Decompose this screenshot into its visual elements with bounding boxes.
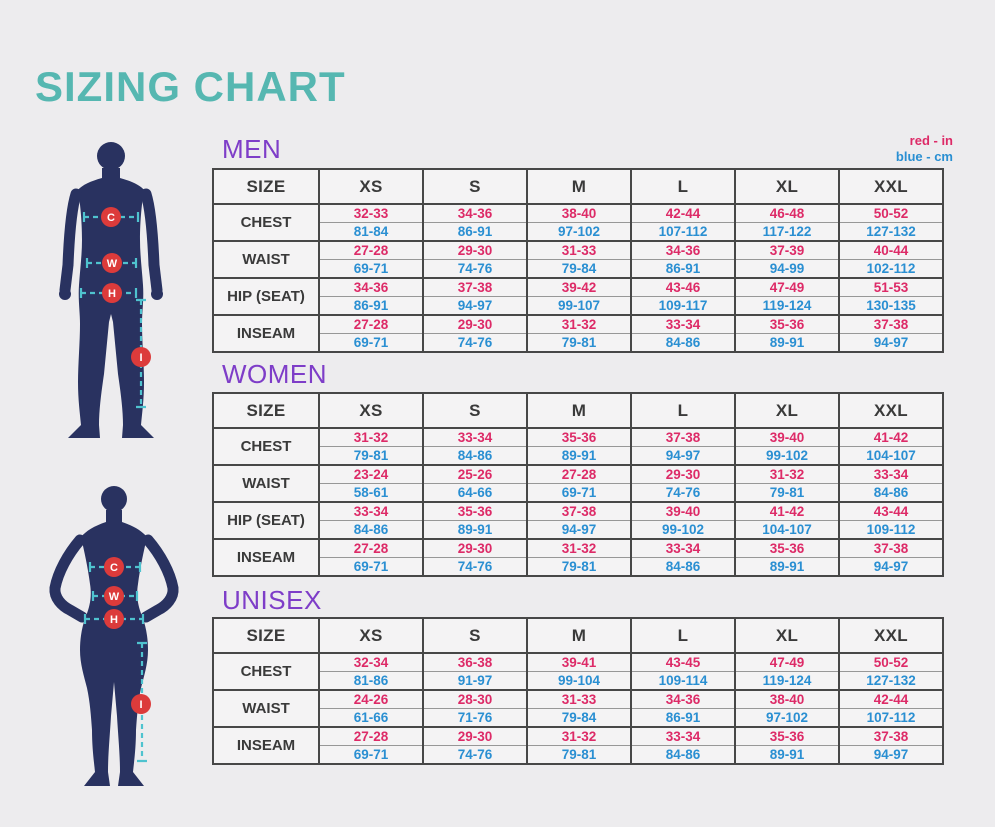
legend-cm-label: blue - cm [895, 148, 953, 164]
women-size-table [212, 392, 944, 577]
value-inches: 29-30 [423, 727, 527, 746]
female-head [101, 486, 127, 512]
size-header-xs: XS [319, 169, 423, 204]
section-label-women: WOMEN [222, 359, 328, 389]
value-inches: 47-49 [735, 278, 839, 297]
value-inches: 32-33 [319, 204, 423, 223]
value-inches: 35-36 [527, 428, 631, 447]
value-cm: 71-76 [423, 709, 527, 728]
value-inches: 39-42 [527, 278, 631, 297]
svg-text:C: C [110, 562, 118, 574]
value-cm: 79-81 [527, 558, 631, 577]
value-inches: 32-34 [319, 653, 423, 672]
value-inches: 33-34 [319, 502, 423, 521]
value-inches: 37-38 [839, 315, 943, 334]
value-inches: 37-38 [631, 428, 735, 447]
value-cm: 99-102 [631, 521, 735, 540]
value-inches: 39-40 [631, 502, 735, 521]
value-cm: 99-104 [527, 672, 631, 691]
size-table-grid [212, 617, 944, 765]
value-cm: 74-76 [423, 334, 527, 353]
size-header-xxl: XXL [839, 393, 943, 428]
value-inches: 35-36 [735, 315, 839, 334]
value-cm: 102-112 [839, 260, 943, 279]
value-inches: 33-34 [631, 315, 735, 334]
value-inches: 40-44 [839, 241, 943, 260]
value-cm: 99-102 [735, 447, 839, 466]
value-cm: 97-102 [527, 223, 631, 242]
size-header-m: M [527, 393, 631, 428]
size-header-l: L [631, 618, 735, 653]
value-cm: 79-81 [527, 334, 631, 353]
value-cm: 94-97 [839, 334, 943, 353]
value-inches: 27-28 [319, 727, 423, 746]
value-cm: 117-122 [735, 223, 839, 242]
value-inches: 37-39 [735, 241, 839, 260]
value-inches: 35-36 [735, 727, 839, 746]
size-header-xl: XL [735, 393, 839, 428]
male-right-hand [151, 288, 163, 300]
value-inches: 37-38 [527, 502, 631, 521]
value-inches: 34-36 [631, 241, 735, 260]
value-inches: 41-42 [735, 502, 839, 521]
value-cm: 94-97 [631, 447, 735, 466]
svg-text:H: H [108, 288, 116, 300]
value-inches: 27-28 [527, 465, 631, 484]
value-inches: 33-34 [839, 465, 943, 484]
female-left-arm [55, 540, 82, 617]
value-inches: 43-46 [631, 278, 735, 297]
value-cm: 69-71 [319, 558, 423, 577]
male-waist-marker [102, 253, 122, 273]
value-inches: 37-38 [839, 539, 943, 558]
female-chest-marker [104, 557, 124, 577]
value-cm: 109-112 [839, 521, 943, 540]
male-inseam-marker [131, 347, 151, 367]
value-cm: 99-107 [527, 297, 631, 316]
value-cm: 86-91 [631, 260, 735, 279]
value-cm: 84-86 [423, 447, 527, 466]
value-inches: 42-44 [839, 690, 943, 709]
value-inches: 33-34 [423, 428, 527, 447]
value-cm: 89-91 [423, 521, 527, 540]
value-cm: 69-71 [319, 746, 423, 765]
value-inches: 31-32 [527, 727, 631, 746]
value-cm: 109-117 [631, 297, 735, 316]
value-cm: 94-97 [839, 746, 943, 765]
svg-text:W: W [106, 258, 118, 270]
value-inches: 28-30 [423, 690, 527, 709]
size-header-xxl: XXL [839, 169, 943, 204]
svg-text:I: I [139, 699, 143, 711]
value-cm: 74-76 [423, 260, 527, 279]
value-cm: 74-76 [423, 558, 527, 577]
value-inches: 37-38 [423, 278, 527, 297]
measurement-row-label: WAIST [213, 241, 319, 278]
value-inches: 31-32 [527, 539, 631, 558]
value-cm: 97-102 [735, 709, 839, 728]
value-cm: 74-76 [423, 746, 527, 765]
value-inches: 43-44 [839, 502, 943, 521]
value-cm: 127-132 [839, 223, 943, 242]
value-cm: 130-135 [839, 297, 943, 316]
value-cm: 89-91 [735, 558, 839, 577]
value-inches: 31-32 [319, 428, 423, 447]
value-cm: 86-91 [423, 223, 527, 242]
size-header-xl: XL [735, 618, 839, 653]
value-inches: 33-34 [631, 539, 735, 558]
value-inches: 47-49 [735, 653, 839, 672]
value-cm: 79-84 [527, 260, 631, 279]
value-inches: 23-24 [319, 465, 423, 484]
size-header-s: S [423, 618, 527, 653]
size-header-s: S [423, 169, 527, 204]
unisex-size-table [212, 617, 944, 765]
measurement-row-label: INSEAM [213, 727, 319, 764]
value-cm: 89-91 [735, 334, 839, 353]
value-inches: 27-28 [319, 315, 423, 334]
svg-text:W: W [108, 591, 120, 603]
male-chest-marker [101, 207, 121, 227]
value-cm: 84-86 [319, 521, 423, 540]
svg-text:H: H [110, 614, 118, 626]
section-label-men: MEN [222, 134, 282, 164]
value-cm: 86-91 [631, 709, 735, 728]
size-column-header: SIZE [213, 393, 319, 428]
units-legend [896, 133, 953, 164]
size-header-xl: XL [735, 169, 839, 204]
female-hip-marker [104, 609, 124, 629]
female-inseam-marker [131, 694, 151, 714]
measurement-row-label: CHEST [213, 204, 319, 241]
value-inches: 33-34 [631, 727, 735, 746]
value-inches: 34-36 [423, 204, 527, 223]
size-table-grid [212, 392, 944, 577]
measurement-row-label: CHEST [213, 653, 319, 690]
value-cm: 79-84 [527, 709, 631, 728]
value-cm: 127-132 [839, 672, 943, 691]
measurement-row-label: INSEAM [213, 315, 319, 352]
size-column-header: SIZE [213, 169, 319, 204]
value-cm: 109-114 [631, 672, 735, 691]
value-cm: 81-84 [319, 223, 423, 242]
male-right-arm [146, 194, 157, 290]
value-cm: 61-66 [319, 709, 423, 728]
page-title: SIZING CHART [35, 63, 346, 110]
size-table-grid [212, 168, 944, 353]
size-header-xxl: XXL [839, 618, 943, 653]
female-body [80, 510, 148, 786]
value-inches: 31-33 [527, 690, 631, 709]
value-inches: 46-48 [735, 204, 839, 223]
female-silhouette-figure [40, 484, 205, 790]
value-cm: 58-61 [319, 484, 423, 503]
value-inches: 34-36 [319, 278, 423, 297]
value-inches: 29-30 [423, 539, 527, 558]
male-head [97, 142, 125, 170]
svg-text:I: I [139, 352, 143, 364]
value-inches: 35-36 [735, 539, 839, 558]
measurement-row-label: WAIST [213, 465, 319, 502]
value-inches: 29-30 [423, 241, 527, 260]
value-cm: 119-124 [735, 672, 839, 691]
value-cm: 89-91 [527, 447, 631, 466]
value-inches: 27-28 [319, 539, 423, 558]
value-cm: 84-86 [839, 484, 943, 503]
value-cm: 94-99 [735, 260, 839, 279]
value-inches: 31-32 [527, 315, 631, 334]
size-header-s: S [423, 393, 527, 428]
value-inches: 35-36 [423, 502, 527, 521]
value-inches: 39-41 [527, 653, 631, 672]
size-column-header: SIZE [213, 618, 319, 653]
value-cm: 69-71 [527, 484, 631, 503]
value-inches: 43-45 [631, 653, 735, 672]
male-silhouette-figure [58, 140, 208, 440]
value-cm: 81-86 [319, 672, 423, 691]
value-cm: 84-86 [631, 558, 735, 577]
value-cm: 79-81 [735, 484, 839, 503]
svg-text:C: C [107, 212, 115, 224]
size-header-l: L [631, 393, 735, 428]
value-cm: 104-107 [735, 521, 839, 540]
value-inches: 38-40 [735, 690, 839, 709]
size-header-xs: XS [319, 393, 423, 428]
value-inches: 31-33 [527, 241, 631, 260]
male-hip-marker [102, 283, 122, 303]
value-inches: 29-30 [423, 315, 527, 334]
value-cm: 107-112 [631, 223, 735, 242]
value-inches: 39-40 [735, 428, 839, 447]
measurement-row-label: HIP (SEAT) [213, 502, 319, 539]
value-inches: 50-52 [839, 653, 943, 672]
value-inches: 42-44 [631, 204, 735, 223]
value-cm: 79-81 [319, 447, 423, 466]
value-cm: 94-97 [839, 558, 943, 577]
section-label-unisex: UNISEX [222, 585, 322, 615]
legend-inches-label: red - in [909, 133, 953, 148]
value-inches: 25-26 [423, 465, 527, 484]
value-cm: 84-86 [631, 746, 735, 765]
value-cm: 84-86 [631, 334, 735, 353]
value-cm: 69-71 [319, 260, 423, 279]
value-inches: 37-38 [839, 727, 943, 746]
measurement-row-label: CHEST [213, 428, 319, 465]
size-header-m: M [527, 169, 631, 204]
value-inches: 51-53 [839, 278, 943, 297]
size-header-xs: XS [319, 618, 423, 653]
value-cm: 86-91 [319, 297, 423, 316]
value-cm: 79-81 [527, 746, 631, 765]
value-inches: 24-26 [319, 690, 423, 709]
value-cm: 94-97 [423, 297, 527, 316]
value-cm: 74-76 [631, 484, 735, 503]
measurement-row-label: INSEAM [213, 539, 319, 576]
male-left-arm [65, 194, 76, 290]
value-cm: 91-97 [423, 672, 527, 691]
value-inches: 27-28 [319, 241, 423, 260]
value-cm: 107-112 [839, 709, 943, 728]
value-inches: 36-38 [423, 653, 527, 672]
value-inches: 41-42 [839, 428, 943, 447]
female-right-arm [146, 540, 173, 617]
value-inches: 31-32 [735, 465, 839, 484]
size-header-l: L [631, 169, 735, 204]
value-cm: 104-107 [839, 447, 943, 466]
measurement-row-label: HIP (SEAT) [213, 278, 319, 315]
value-cm: 69-71 [319, 334, 423, 353]
value-inches: 29-30 [631, 465, 735, 484]
value-cm: 64-66 [423, 484, 527, 503]
male-left-hand [59, 288, 71, 300]
value-inches: 38-40 [527, 204, 631, 223]
value-cm: 94-97 [527, 521, 631, 540]
female-waist-marker [104, 586, 124, 606]
men-size-table [212, 168, 944, 353]
value-inches: 50-52 [839, 204, 943, 223]
measurement-row-label: WAIST [213, 690, 319, 727]
value-cm: 89-91 [735, 746, 839, 765]
value-inches: 34-36 [631, 690, 735, 709]
size-header-m: M [527, 618, 631, 653]
value-cm: 119-124 [735, 297, 839, 316]
